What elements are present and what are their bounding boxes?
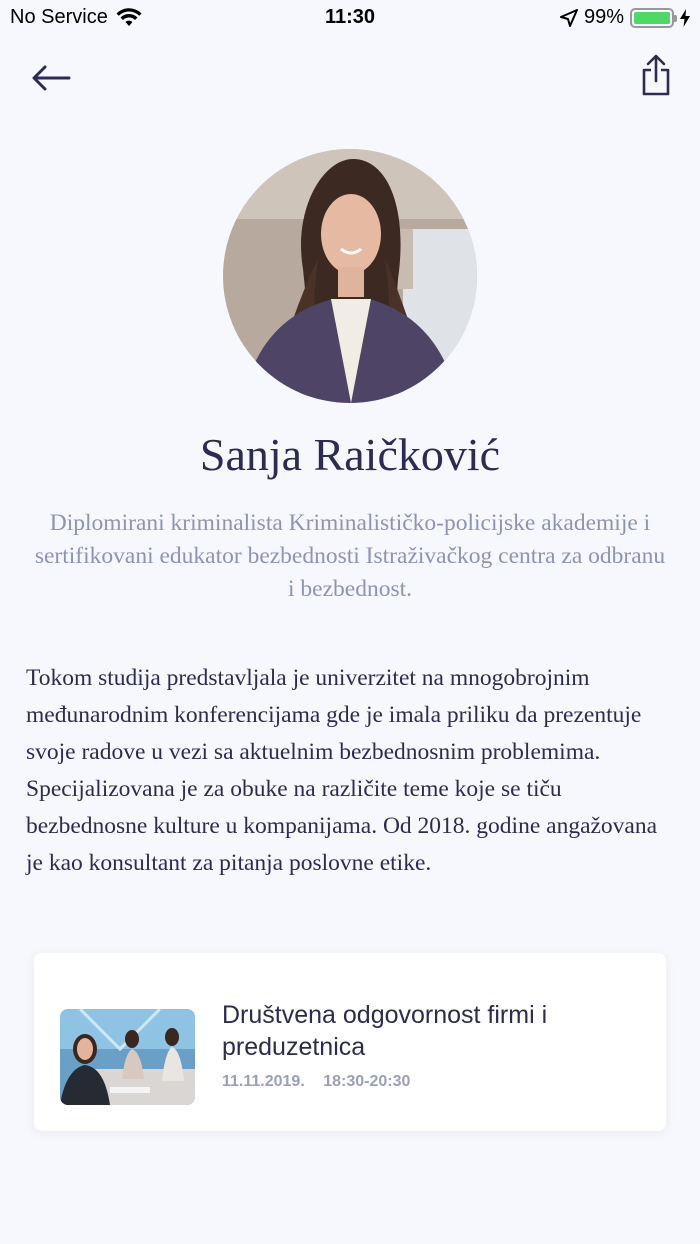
share-icon	[640, 54, 672, 96]
status-time: 11:30	[324, 6, 376, 28]
event-date: 11.11.2019.	[222, 1073, 305, 1090]
event-title: Društvena odgovornost firmi i preduzetnica	[222, 1001, 548, 1061]
charging-bolt-icon	[680, 9, 690, 27]
profile-subtitle: Diplomirani kriminalista Kriminalističko-policijske akademije i sertifikovani edukator bezbednosti Istraživačkog centra za odbranu i bezbednost.	[34, 510, 666, 602]
event-card[interactable]	[34, 953, 666, 1131]
profile-avatar	[223, 149, 477, 403]
carrier-label: No Service	[10, 6, 108, 28]
location-arrow-icon	[560, 9, 578, 27]
profile-bio: Tokom studija predstavljala je univerzitet na mnogobrojnim međunarodnim konferencijama gde je imala priliku da prezentuje svoje radove u vezi sa aktuelnim bezbednosnim problemima. Specijalizovana je za obuke na različite teme koje se tiču bezbednosne kulture u kompanijama. Od 2018. godine angažovana je kao konsultant za pitanja poslovne etike.	[26, 665, 658, 876]
event-thumbnail	[60, 1009, 195, 1105]
navigation-bar	[0, 40, 700, 120]
event-time: 18:30-20:30	[323, 1073, 411, 1090]
battery-icon	[630, 8, 674, 28]
share-button[interactable]	[636, 50, 676, 100]
battery-fill	[634, 12, 670, 24]
profile-photo	[223, 149, 477, 403]
status-bar	[0, 0, 700, 36]
profile-name: Sanja Raičković	[199, 429, 501, 480]
status-right	[560, 6, 690, 29]
back-button[interactable]	[26, 56, 76, 100]
battery-percent: 99%	[583, 6, 624, 28]
event-meta	[222, 1073, 424, 1091]
event-photo	[60, 1009, 195, 1105]
arrow-left-icon	[31, 65, 71, 91]
